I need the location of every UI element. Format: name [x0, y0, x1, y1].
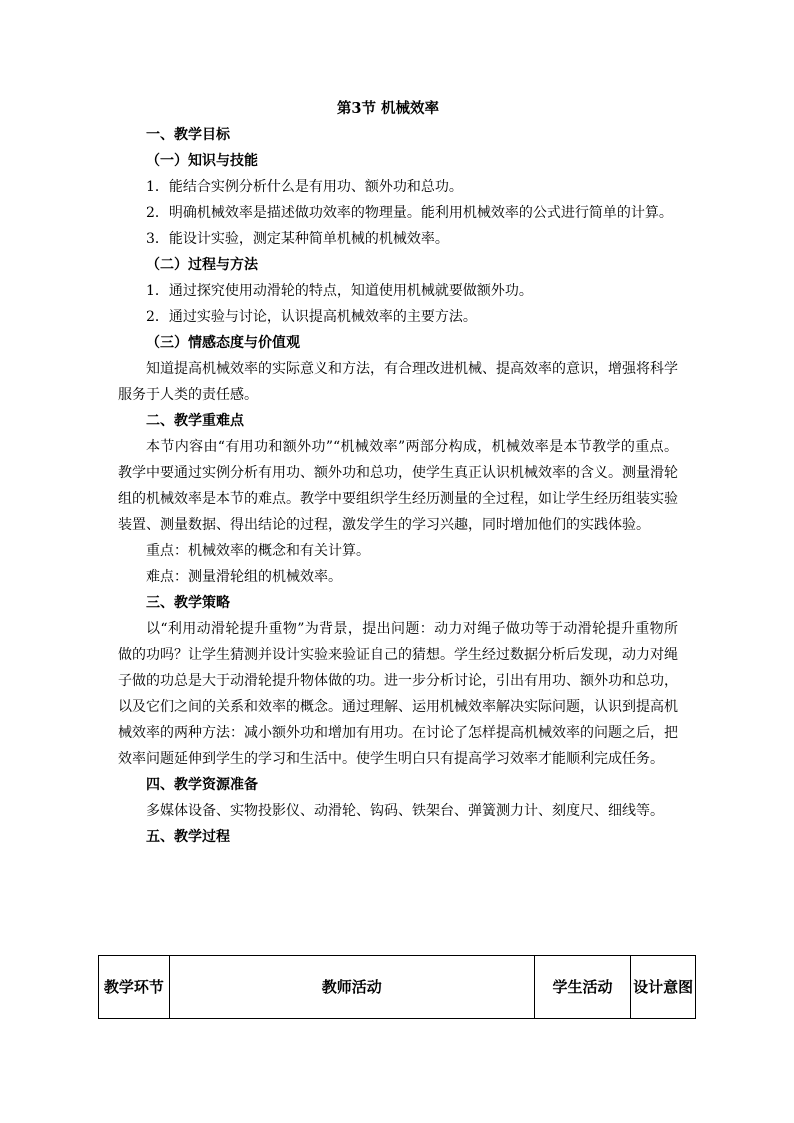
header-cell-teacher-activity: 教师活动: [169, 956, 534, 1019]
objective-item: 2．明确机械效率是描述做功效率的物理量。能利用机械效率的公式进行简单的计算。: [146, 205, 673, 221]
objective-item: 1．通过探究使用动滑轮的特点，知道使用机械就要做额外功。: [146, 283, 533, 299]
section-heading-process: 五、教学过程: [146, 829, 230, 845]
section-heading-objectives: 一、教学目标: [146, 127, 230, 143]
header-cell-stage: 教学环节: [99, 956, 170, 1019]
subheading-process-methods: （二）过程与方法: [146, 257, 258, 273]
page-title: 第3节 机械效率: [336, 100, 440, 117]
document-body: [118, 96, 678, 850]
header-cell-design-intent: 设计意图: [631, 956, 696, 1019]
objective-item: 2．通过实验与讨论，认识提高机械效率的主要方法。: [146, 309, 477, 325]
attitude-paragraph: 知道提高机械效率的实际意义和方法，有合理改进机械、提高效率的意识，增强将科学服务于人类的责任感。: [118, 361, 678, 403]
section-heading-strategy: 三、教学策略: [146, 595, 230, 611]
subheading-knowledge-skills: （一）知识与技能: [146, 153, 258, 169]
teaching-process-table: [98, 955, 696, 1019]
strategy-paragraph: 以“利用动滑轮提升重物”为背景，提出问题：动力对绳子做功等于动滑轮提升重物所做的功吗？让学生猜测并设计实验来验证自己的猜想。学生经过数据分析后发现，动力对绳子做的功总是大于动滑轮提升物体做的功。进一步分析讨论，引出有用功、额外功和总功，以及它们之间的关系和效率的概念。通过理解、运用机械效率解决实际问题，认识到提高机械效率的两种方法：减小额外功和增加有用功。在讨论了怎样提高机械效率的问题之后，把效率问题延伸到学生的学习和生活中。使学生明白只有提高学习效率才能顺利完成任务。: [118, 621, 678, 767]
subheading-attitude-values: （三）情感态度与价值观: [146, 335, 300, 351]
header-cell-student-activity: 学生活动: [534, 956, 631, 1019]
difficulty-line: 难点：测量滑轮组的机械效率。: [146, 569, 342, 585]
objective-item: 1．能结合实例分析什么是有用功、额外功和总功。: [146, 179, 463, 195]
section-heading-resources: 四、教学资源准备: [146, 777, 258, 793]
resources-paragraph: 多媒体设备、实物投影仪、动滑轮、钩码、铁架台、弹簧测力计、刻度尺、细线等。: [146, 803, 664, 819]
section-heading-key-points: 二、教学重难点: [146, 413, 244, 429]
key-point-line: 重点：机械效率的概念和有关计算。: [146, 543, 370, 559]
table-header-row: [99, 956, 696, 1019]
objective-item: 3．能设计实验，测定某种简单机械的机械效率。: [146, 231, 449, 247]
key-points-paragraph: 本节内容由“有用功和额外功”“机械效率”两部分构成，机械效率是本节教学的重点。教学中要通过实例分析有用功、额外功和总功，使学生真正认识机械效率的含义。测量滑轮组的机械效率是本节的难点。教学中要组织学生经历测量的全过程，如让学生经历组装实验装置、测量数据、得出结论的过程，激发学生的学习兴趣，同时增加他们的实践体验。: [118, 439, 678, 533]
